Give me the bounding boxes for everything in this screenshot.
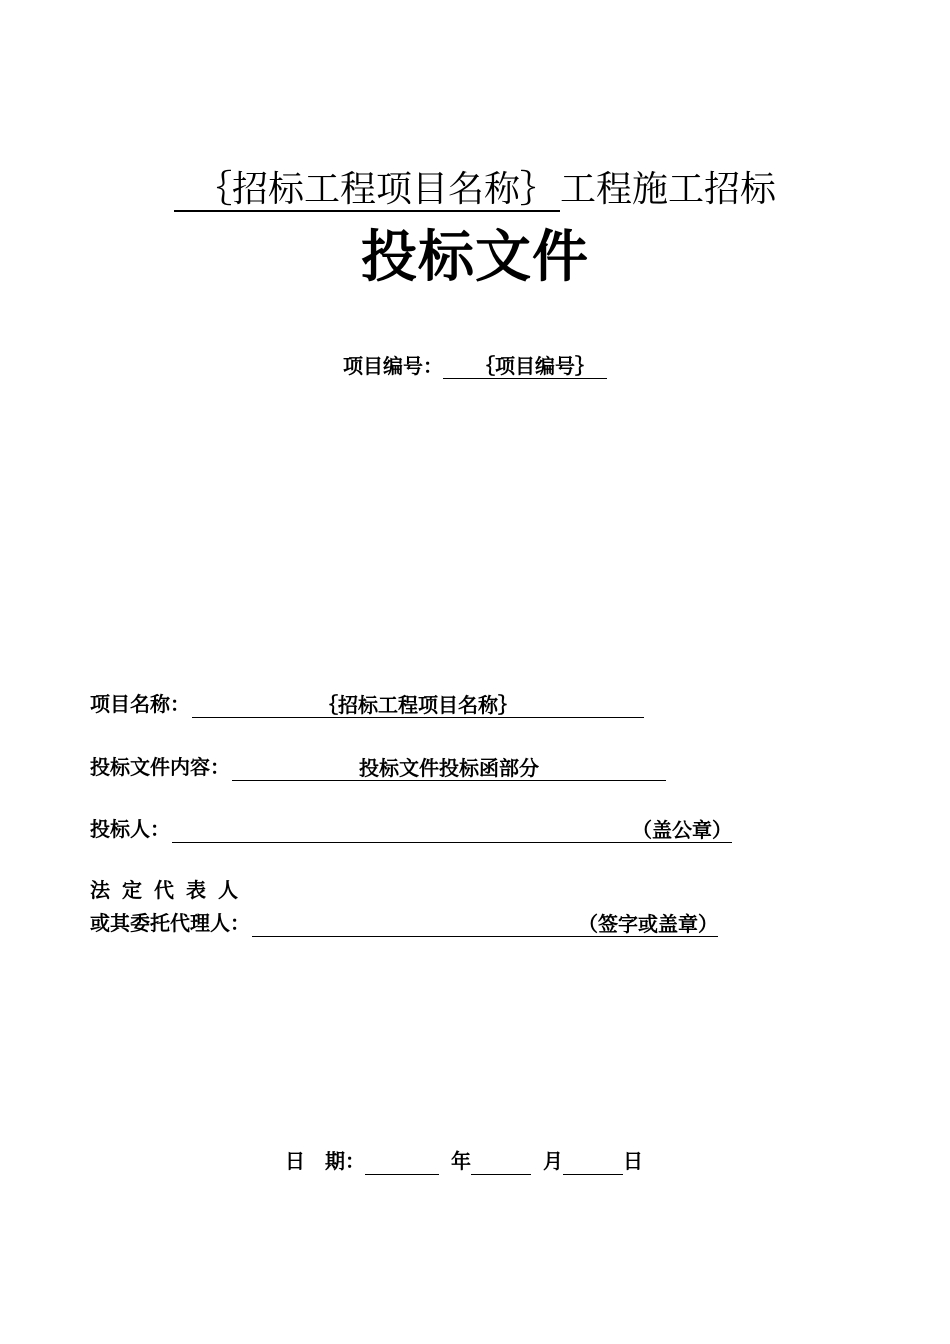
bidder-seal-note: （盖公章） <box>632 818 732 842</box>
project-name-label: 项目名称： <box>90 692 190 716</box>
date-day-blank <box>563 1152 623 1175</box>
legal-rep-sign-note: （签字或盖章） <box>578 912 718 936</box>
document-heading: 投标文件 <box>361 224 589 290</box>
bidder-field <box>172 818 732 843</box>
bidder-row <box>90 815 732 843</box>
date-month-blank <box>471 1152 531 1175</box>
project-name-row <box>90 690 644 718</box>
date-year-unit: 年 <box>451 1149 471 1173</box>
legal-rep-label-line2: 或其委托代理人： <box>90 911 250 935</box>
bid-content-row <box>90 753 666 781</box>
legal-rep-row <box>90 909 718 937</box>
date-day-unit: 日 <box>623 1149 643 1173</box>
document-title-line <box>0 168 950 212</box>
title-project-name-field: ｛招标工程项目名称｝ <box>174 170 560 212</box>
legal-rep-field <box>252 912 718 937</box>
date-month-unit: 月 <box>543 1149 563 1173</box>
title-suffix: 工程施工招标 <box>560 169 777 210</box>
project-number-label: 项目编号： <box>343 354 443 378</box>
bidder-label: 投标人： <box>90 817 170 841</box>
project-name-field: ｛招标工程项目名称｝ <box>192 693 644 718</box>
legal-rep-label-line1: 法定代表人 <box>90 878 250 902</box>
date-year-blank <box>365 1152 439 1175</box>
date-label: 日 期： <box>285 1149 365 1173</box>
bid-content-label: 投标文件内容： <box>90 755 230 779</box>
date-row <box>285 1147 643 1175</box>
bid-content-field: 投标文件投标函部分 <box>232 756 666 781</box>
project-number-line <box>0 352 950 380</box>
project-number-field: ｛项目编号｝ <box>443 354 607 379</box>
